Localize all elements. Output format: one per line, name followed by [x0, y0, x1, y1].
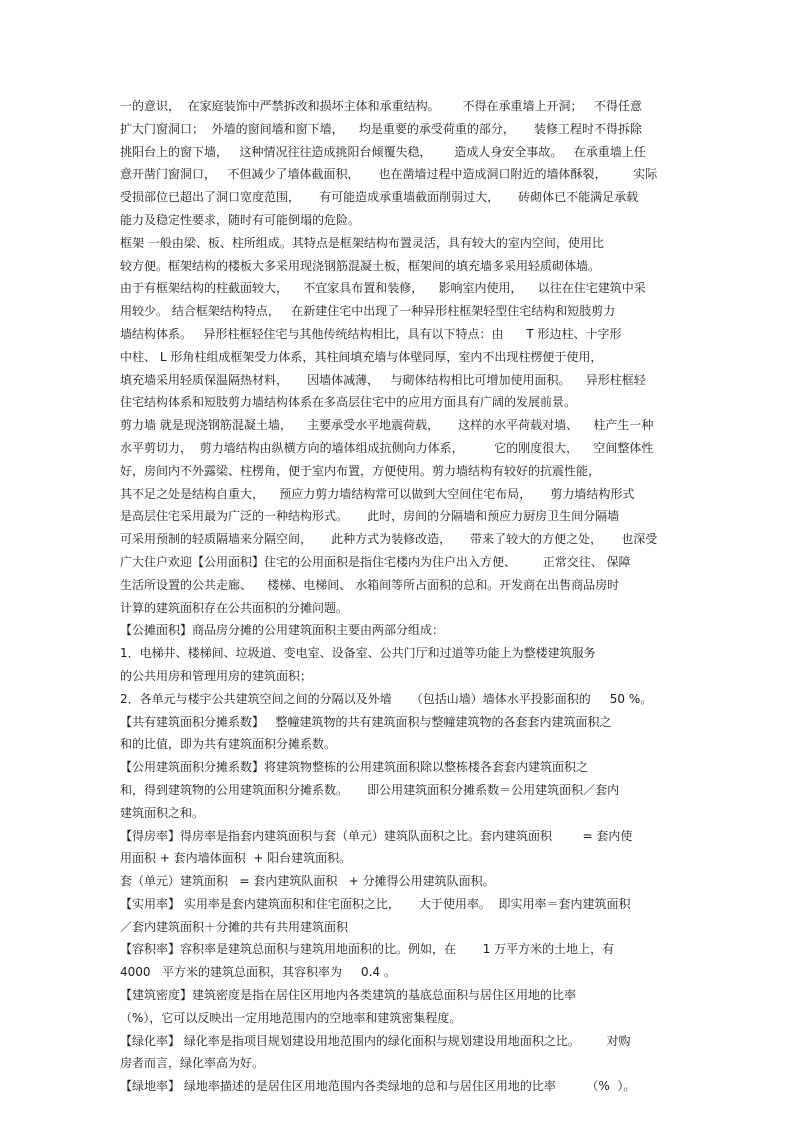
text-line: 【得房率】得房率是指套内建筑面积与套（单元）建筑队面积之比。套内建筑面积 = 套内使: [120, 828, 633, 843]
text-line: ／套内建筑面积＋分摊的共有共用建筑面积: [120, 919, 349, 934]
text-line: 水平剪切力， 剪力墙结构由纵横方向的墙体组成抗侧向力体系， 它的刚度很大， 空间整体性: [120, 440, 654, 455]
text-line: 其不足之处是结构自重大， 预应力剪力墙结构常可以做到大空间住宅布局， 剪力墙结构形式: [120, 486, 635, 501]
text-line: 4000 平方米的建筑总面积，其容积率为 0.4 。: [120, 965, 396, 980]
text-line: 能力及稳定性要求，随时有可能倒塌的危险。: [120, 212, 361, 227]
text-line: 用较少。 结合框架结构特点， 在新建住宅中出现了一种异形柱框架轻型住宅结构和短肢剪力: [120, 304, 616, 319]
text-line: 和的比值，即为共有建筑面积分摊系数。: [120, 737, 337, 752]
text-line: 住宅结构体系和短肢剪力墙结构体系在多高层住宅中的应用方面具有广阔的发展前景。: [120, 395, 577, 410]
text-line: 挑阳台上的窗下墙， 这种情况往往造成挑阳台倾覆失稳， 造成人身安全事故。 在承重墙上任: [120, 144, 646, 159]
text-line: 房者而言，绿化率高为好。: [120, 1056, 265, 1071]
text-line: 是高层住宅采用最为广泛的一种结构形式。 此时，房间的分隔墙和预应力厨房卫生间分隔墙: [120, 509, 620, 524]
text-line: 生活所设置的公共走廊、 楼梯、电梯间、 水箱间等所占面积的总和。开发商在出售商品房时: [120, 577, 620, 592]
text-line: 用面积 + 套内墙体面积 + 阳台建筑面积。: [120, 851, 352, 866]
text-line: 套（单元）建筑面积 = 套内建筑队面积 + 分摊得公用建筑队面积。: [120, 874, 495, 889]
text-line: 【建筑密度】建筑密度是指在居住区用地内各类建筑的基底总面积与居住区用地的比率: [120, 988, 577, 1003]
text-line: 的公共用房和管理用房的建筑面积；: [120, 668, 313, 683]
text-line: 框架 一般由梁、板、柱所组成。其特点是框架结构布置灵活，具有较大的室内空间，使用比: [120, 235, 604, 250]
text-line: 2．各单元与楼宇公共建筑空间之间的分隔以及外墙 （包括山墙）墙体水平投影面积的 50 %。: [120, 691, 653, 706]
text-line: 建筑面积之和。: [120, 805, 205, 820]
text-line: 【绿化率】 绿化率是指项目规划建设用地范围内的绿化面积与规划建设用地面积之比。 对购: [120, 1033, 631, 1048]
text-line: 扩大门窗洞口； 外墙的窗间墙和窗下墙， 均是重要的承受荷重的部分， 装修工程时不得拆除: [120, 121, 642, 136]
text-line: 较方便。框架结构的楼板大多采用现浇钢筋混凝土板，框架间的填充墙多采用轻质砌体墙。: [120, 258, 601, 273]
text-line: 墙结构体系。 异形柱框轻住宅与其他传统结构相比，具有以下特点：由 T 形边柱、十字形: [120, 326, 622, 341]
text-line: （%），它可以反映出一定用地范围内的空地率和建筑密集程度。: [120, 1010, 462, 1025]
text-line: 受损部位已超出了洞口宽度范围， 有可能造成承重墙截面削弱过大， 砖砌体已不能满足承载: [120, 190, 639, 205]
text-line: 好，房间内不外露梁、柱楞角，便于室内布置，方便使用。剪力墙结构有较好的抗震性能，: [120, 463, 601, 478]
text-line: 1．电梯井、楼梯间、垃圾道、变电室、设备室、公共门厅和过道等功能上为整楼建筑服务: [120, 646, 596, 661]
text-line: 中柱、 L 形角柱组成框架受力体系，其柱间填充墙与体壁同厚，室内不出现柱楞便于使用，: [120, 349, 603, 364]
text-line: 一的意识， 在家庭装饰中严禁拆改和损坏主体和承重结构。 不得在承重墙上开洞； 不得任意: [120, 99, 642, 113]
text-line: 可采用预制的轻质隔墙来分隔空间， 此种方式为装修改造， 带来了较大的方便之处， 也深受: [120, 532, 658, 547]
text-line: 和，得到建筑物的公用建筑面积分摊系数。 即公用建筑面积分摊系数＝公用建筑面积／套内: [120, 782, 620, 797]
document-body: [120, 95, 680, 1098]
text-line: 【共有建筑面积分摊系数】 整幢建筑物的共有建筑面积与整幢建筑物的各套套内建筑面积之: [120, 714, 612, 729]
text-line: 【公用建筑面积分摊系数】将建筑物整栋的公用建筑面积除以整栋楼各套套内建筑面积之: [120, 760, 589, 775]
text-line: 广大住户欢迎【公用面积】住宅的公用面积是指住宅楼内为住户出入方便、 正常交往、 保障: [120, 554, 631, 569]
text-line: 填充墙采用轻质保温隔热材料， 因墙体减薄， 与砌体结构相比可增加使用面积。 异形柱框轻: [120, 372, 646, 387]
text-line: 计算的建筑面积存在公共面积的分摊问题。: [120, 600, 349, 615]
text-line: 【公摊面积】商品房分摊的公用建筑面积主要由两部分组成：: [120, 623, 445, 638]
text-line: 剪力墙 就是现浇钢筋混凝土墙， 主要承受水平地震荷载， 这样的水平荷载对墙、 柱产生一种: [120, 418, 654, 433]
text-line: 由于有框架结构的柱截面较大， 不宜家具布置和装修， 影响室内使用， 以往在住宅建筑中采: [120, 281, 646, 296]
text-line: 【实用率】 实用率是套内建筑面积和住宅面积之比， 大于使用率。 即实用率＝套内建筑面积: [120, 896, 631, 911]
text-line: 【容积率】容积率是建筑总面积与建筑用地面积的比。例如，在 1 万平方米的土地上，有: [120, 942, 615, 957]
text-line: 意开凿门窗洞口， 不但减少了墙体截面积， 也在凿墙过程中造成洞口附近的墙体酥裂， 实际: [120, 167, 658, 182]
text-line: 【绿地率】 绿地率描述的是居住区用地范围内各类绿地的总和与居住区用地的比率 （% ）。: [120, 1079, 636, 1094]
